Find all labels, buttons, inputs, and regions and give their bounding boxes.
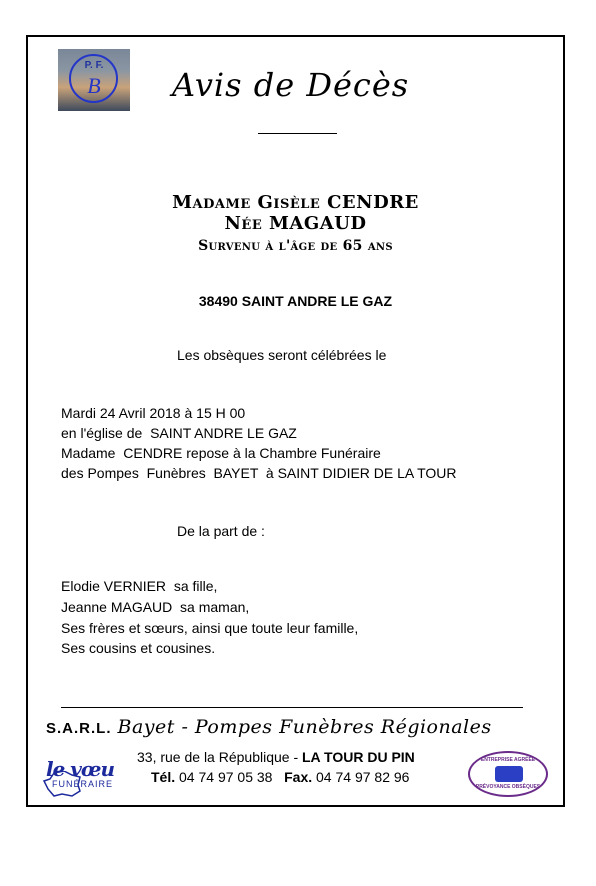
seal-bottom-text: PRÉVOYANCE OBSÈQUES [475,784,541,790]
fax-label: Fax. [284,769,313,785]
family-intro: De la part de : [177,523,265,539]
tel-label: Tél. [151,769,176,785]
family-line: Elodie VERNIER sa fille, [61,578,218,594]
ceremony-church: en l'église de SAINT ANDRE LE GAZ [61,425,297,441]
logo-pf-text: P. F. [84,60,104,71]
le-voeu-funeraire-logo [42,757,128,797]
company-name [46,716,492,738]
company-sarl: S.A.R.L. [46,720,112,737]
ceremony-date: Mardi 24 Avril 2018 à 15 H 00 [61,405,246,421]
ceremony-funeral-home: des Pompes Funèbres BAYET à SAINT DIDIER DE LA TOUR [61,465,457,481]
maiden-name: Née MAGAUD [224,213,367,234]
seal-center-badge [495,766,523,782]
family-line: Ses frères et sœurs, ainsi que toute leur famille, [61,620,359,636]
deceased-name: Madame Gisèle CENDRE [172,192,419,213]
entreprise-agreee-seal [468,751,548,797]
family-line: Ses cousins et cousines. [61,640,216,656]
address-street: 33, rue de la République - [137,749,302,765]
title-underline [258,133,337,134]
fax-number: 04 74 97 82 96 [316,769,410,785]
voeu-word: le vœu [46,757,115,781]
company-title: Bayet - Pompes Funèbres Régionales [117,716,492,738]
company-phones [151,769,409,785]
tel-number: 04 74 97 05 38 [179,769,273,785]
address-city: LA TOUR DU PIN [302,749,415,765]
company-address [137,749,415,765]
seal-top-text: ENTREPRISE AGRÉÉE [480,757,536,763]
pf-bayet-logo [58,49,130,111]
logo-b-letter: B [87,73,101,98]
ceremony-intro: Les obsèques seront célébrées le [177,347,387,363]
footer-divider [61,707,523,708]
age-line: Survenu à l'âge de 65 ans [198,238,393,254]
ceremony-rest-place: Madame CENDRE repose à la Chambre Funéraire [61,445,381,461]
deceased-place: 38490 SAINT ANDRE LE GAZ [198,293,393,309]
voeu-subtitle: FUNÉRAIRE [52,779,114,789]
notice-title: Avis de Décès [172,66,410,104]
family-line: Jeanne MAGAUD sa maman, [61,599,250,615]
